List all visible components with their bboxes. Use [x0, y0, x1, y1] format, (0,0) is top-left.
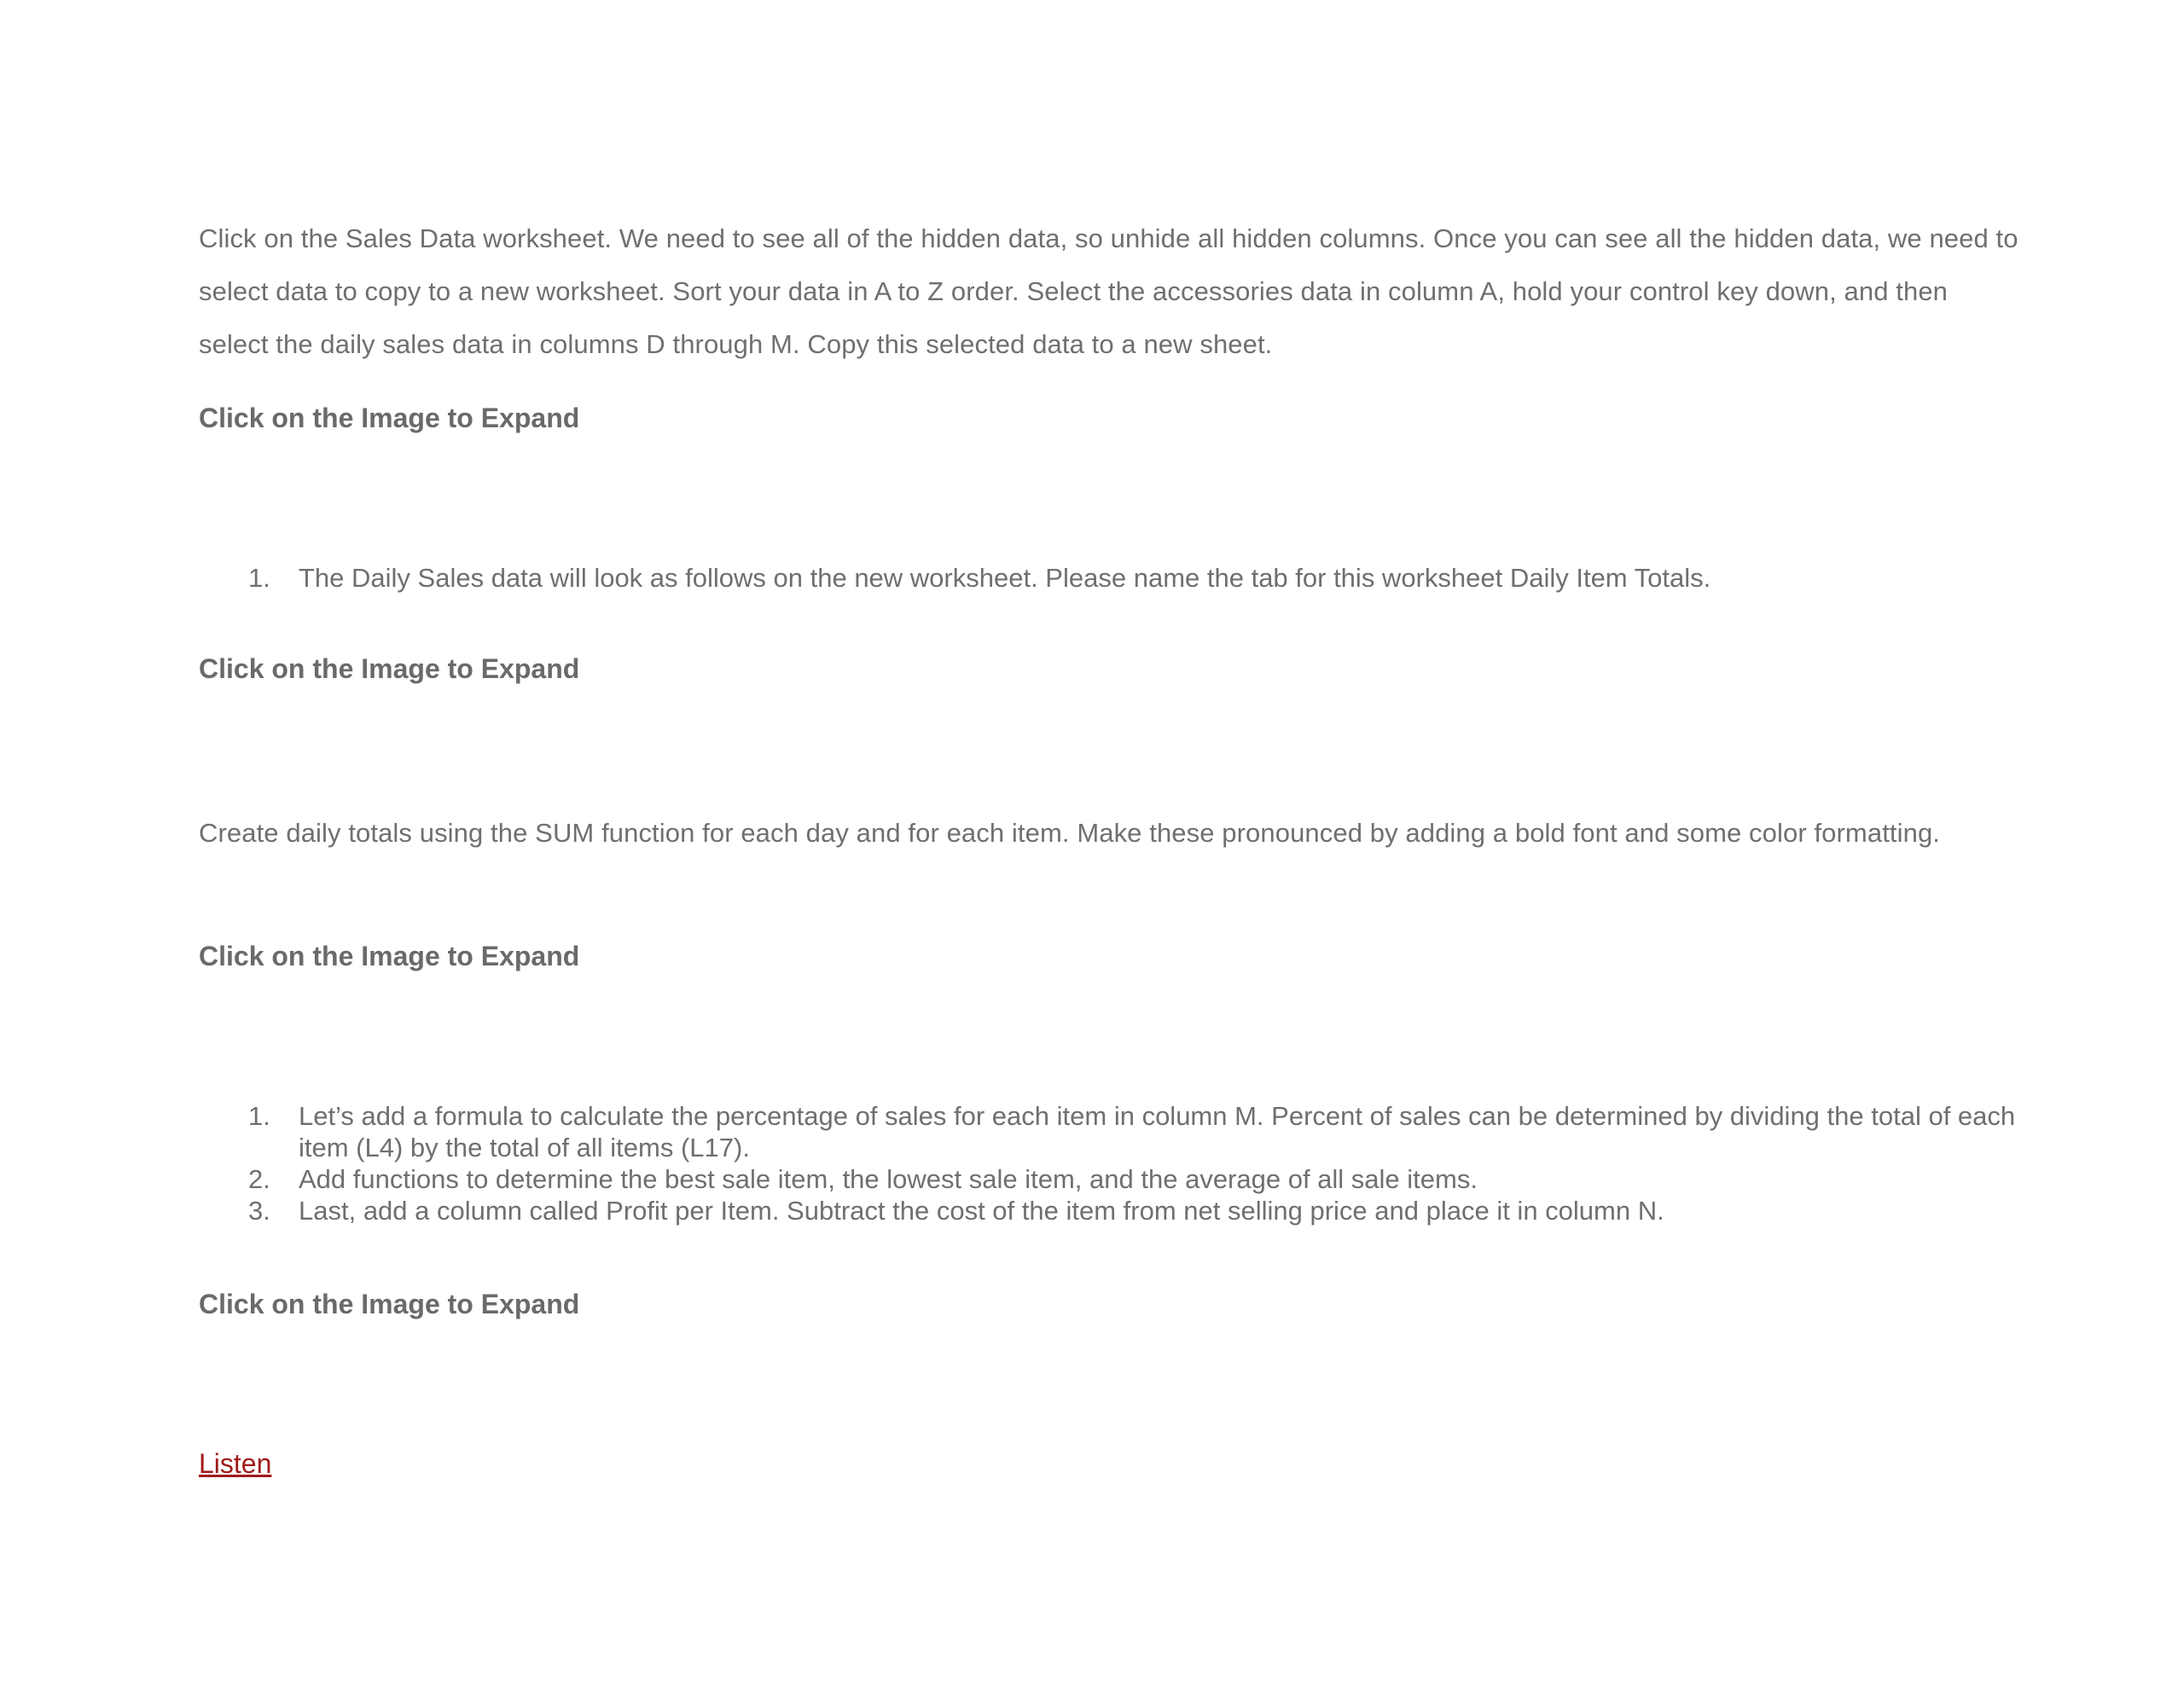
- expand-image-link-4[interactable]: Click on the Image to Expand: [199, 1289, 580, 1319]
- list-item: [199, 1163, 2024, 1195]
- list-item-number: 3.: [248, 1196, 270, 1226]
- list-item: [199, 562, 2024, 594]
- list-item: [199, 1195, 2024, 1226]
- expand-image-link-2[interactable]: Click on the Image to Expand: [199, 653, 580, 684]
- list-item-text: The Daily Sales data will look as follows on the new worksheet. Please name the tab for this worksheet Daily Item Totals.: [299, 563, 1711, 593]
- expand-image-link-3[interactable]: Click on the Image to Expand: [199, 941, 580, 971]
- list-item-number: 2.: [248, 1164, 270, 1194]
- list-item-number: 1.: [248, 1101, 270, 1131]
- listen-link[interactable]: Listen: [199, 1448, 272, 1479]
- totals-paragraph: Create daily totals using the SUM function for each day and for each item. Make these pronounced by adding a bold font and some color formatting.: [199, 818, 1941, 848]
- list-item-text: Last, add a column called Profit per Item. Subtract the cost of the item from net selling price and place it in column N.: [299, 1196, 1664, 1226]
- instruction-list-1: [199, 562, 2024, 594]
- list-item-number: 1.: [248, 563, 270, 593]
- list-item-text: Let’s add a formula to calculate the percentage of sales for each item in column M. Percent of sales can be determined by dividing the total of each item (L4) by the total of all items (L17).: [299, 1101, 2016, 1162]
- expand-image-link-1[interactable]: Click on the Image to Expand: [199, 403, 580, 433]
- instruction-list-2: [199, 1100, 2024, 1226]
- intro-paragraph: Click on the Sales Data worksheet. We need to see all of the hidden data, so unhide all hidden columns. Once you can see all the hidden data, we need to select data to copy to a new worksheet. Sort your data in A to Z order. Select the accessories data in column A, hold your control key down, and then select the daily sales data in columns D through M. Copy this selected data to a new sheet.: [199, 223, 2018, 359]
- list-item: [199, 1100, 2024, 1163]
- list-item-text: Add functions to determine the best sale item, the lowest sale item, and the average of all sale items.: [299, 1164, 1478, 1194]
